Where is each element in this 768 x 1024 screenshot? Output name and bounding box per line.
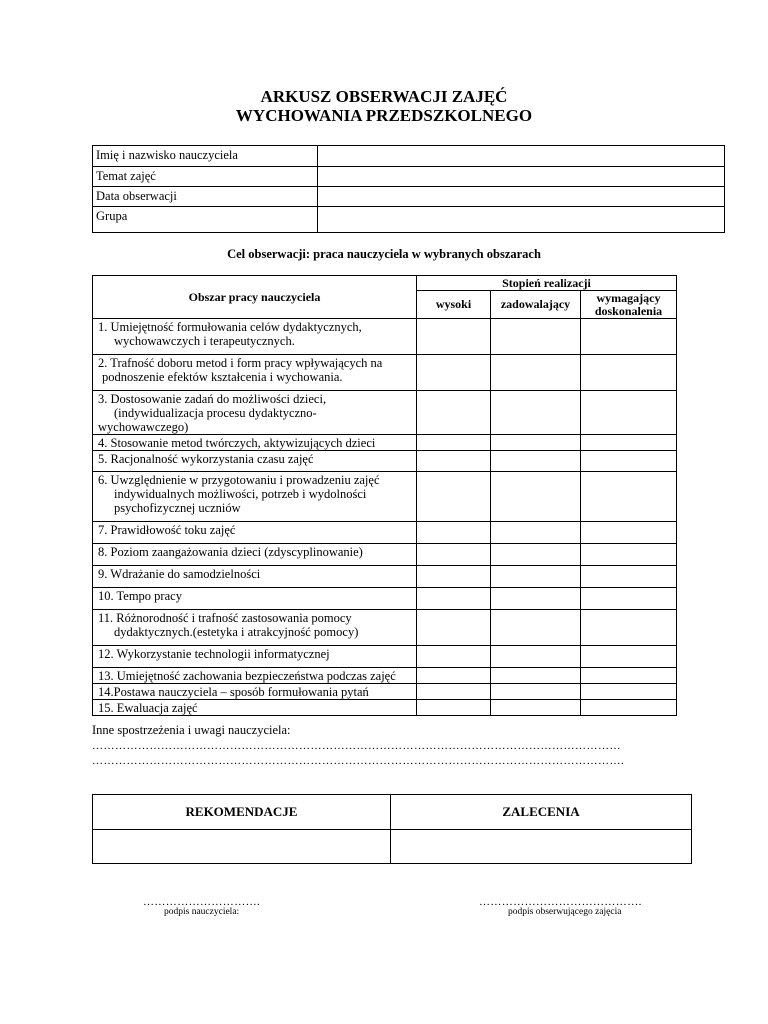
observation-criterion xyxy=(93,522,417,544)
rating-cell-satisfactory[interactable] xyxy=(491,435,581,451)
observation-row xyxy=(93,646,677,668)
observer-signature-line[interactable]: ……………………………………. xyxy=(479,896,642,908)
rating-cell-high[interactable] xyxy=(417,544,491,566)
observation-criterion xyxy=(93,544,417,566)
criterion-text-line-1: 13. Umiejętność zachowania bezpieczeństwa podczas zajęć xyxy=(98,669,396,683)
observation-row xyxy=(93,319,677,355)
criterion-text-line-2: podnoszenie efektów kształcenia i wychowania. xyxy=(102,370,343,384)
rating-cell-satisfactory[interactable] xyxy=(491,472,581,522)
document-title-line-2: WYCHOWANIA PRZEDSZKOLNEGO xyxy=(235,106,533,125)
recommendations-body-row xyxy=(93,830,692,864)
observation-row xyxy=(93,391,677,435)
group-field[interactable] xyxy=(318,207,725,233)
rating-cell-needs-improvement[interactable] xyxy=(581,472,677,522)
rating-cell-high[interactable] xyxy=(417,566,491,588)
rating-cell-high[interactable] xyxy=(417,391,491,435)
rating-cell-satisfactory[interactable] xyxy=(491,646,581,668)
document-title-line-1: ARKUSZ OBSERWACJI ZAJĘĆ xyxy=(260,87,508,106)
level-header-satisfactory: zadowalający xyxy=(491,291,581,319)
rating-cell-satisfactory[interactable] xyxy=(491,588,581,610)
criterion-text-line-1: 15. Ewaluacja zajęć xyxy=(98,701,198,715)
rating-cell-high[interactable] xyxy=(417,684,491,700)
rating-cell-needs-improvement[interactable] xyxy=(581,319,677,355)
observation-criterion xyxy=(93,391,417,435)
rating-cell-satisfactory[interactable] xyxy=(491,668,581,684)
recommendations-table xyxy=(92,794,692,864)
criterion-text-line-1: 8. Poziom zaangażowania dzieci (zdyscyplinowanie) xyxy=(98,545,363,559)
rating-cell-satisfactory[interactable] xyxy=(491,610,581,646)
rating-cell-high[interactable] xyxy=(417,668,491,684)
rating-cell-needs-improvement[interactable] xyxy=(581,355,677,391)
info-label: Imię i nazwisko nauczyciela xyxy=(93,146,318,167)
criterion-text-line-3: wychowawczego) xyxy=(98,420,189,434)
rating-cell-needs-improvement[interactable] xyxy=(581,391,677,435)
rating-cell-high[interactable] xyxy=(417,451,491,472)
rating-cell-needs-improvement[interactable] xyxy=(581,668,677,684)
rating-cell-needs-improvement[interactable] xyxy=(581,684,677,700)
remarks-line-2[interactable]: …………………………………………………………………………………………………………………………. xyxy=(92,755,625,767)
date-field[interactable] xyxy=(318,187,725,207)
teacher-name-field[interactable] xyxy=(318,146,725,167)
info-label: Temat zajęć xyxy=(93,167,318,187)
rating-cell-needs-improvement[interactable] xyxy=(581,451,677,472)
remarks-line-1[interactable]: ………………………………………………………………………………………………………………………… xyxy=(92,740,621,752)
rating-cell-satisfactory[interactable] xyxy=(491,566,581,588)
rating-cell-high[interactable] xyxy=(417,435,491,451)
rating-cell-needs-improvement[interactable] xyxy=(581,566,677,588)
rating-cell-high[interactable] xyxy=(417,588,491,610)
instructions-field[interactable] xyxy=(391,830,692,864)
observation-criterion xyxy=(93,700,417,716)
recommendations-header: REKOMENDACJE xyxy=(93,795,391,830)
info-row-group xyxy=(93,207,725,233)
criterion-text-line-1: 7. Prawidłowość toku zajęć xyxy=(98,523,236,537)
criterion-text-line-3: psychofizycznej uczniów xyxy=(114,501,241,515)
observation-criterion xyxy=(93,566,417,588)
criterion-text-line-1: 5. Racjonalność wykorzystania czasu zajęć xyxy=(98,452,314,466)
criterion-text-line-1: 11. Różnorodność i trafność zastosowania pomocy xyxy=(98,611,352,625)
teacher-signature-line[interactable]: …………………………. xyxy=(143,896,261,908)
rating-cell-satisfactory[interactable] xyxy=(491,391,581,435)
rating-cell-high[interactable] xyxy=(417,355,491,391)
remarks-label: Inne spostrzeżenia i uwagi nauczyciela: xyxy=(92,723,291,737)
rating-cell-high[interactable] xyxy=(417,610,491,646)
criterion-text-line-1: 6. Uwzględnienie w przygotowaniu i prowadzeniu zajęć xyxy=(98,473,380,487)
criterion-text-line-1: 3. Dostosowanie zadań do możliwości dzieci, xyxy=(98,392,327,406)
observation-criterion xyxy=(93,646,417,668)
observation-criterion xyxy=(93,355,417,391)
info-row-topic xyxy=(93,167,725,187)
rating-cell-satisfactory[interactable] xyxy=(491,319,581,355)
observation-criterion xyxy=(93,451,417,472)
rating-cell-satisfactory[interactable] xyxy=(491,451,581,472)
observation-criterion xyxy=(93,588,417,610)
criterion-text-line-2: (indywidualizacja procesu dydaktyczno- xyxy=(114,406,317,420)
criterion-text-line-1: 2. Trafność doboru metod i form pracy wpływających na xyxy=(98,356,383,370)
criterion-text-line-2: wychowawczych i terapeutycznych. xyxy=(114,334,295,348)
observation-row xyxy=(93,684,677,700)
criterion-text-line-1: 14.Postawa nauczyciela – sposób formułowania pytań xyxy=(98,685,369,699)
observation-row xyxy=(93,522,677,544)
info-row-date xyxy=(93,187,725,207)
criterion-text-line-2: dydaktycznych.(estetyka i atrakcyjność pomocy) xyxy=(114,625,359,639)
rating-cell-needs-improvement[interactable] xyxy=(581,588,677,610)
observation-row xyxy=(93,451,677,472)
criterion-text-line-1: 9. Wdrażanie do samodzielności xyxy=(98,567,261,581)
criterion-text-line-1: 10. Tempo pracy xyxy=(98,589,182,603)
info-label: Grupa xyxy=(93,207,318,233)
criterion-text-line-1: 4. Stosowanie metod twórczych, aktywizujących dzieci xyxy=(98,436,376,450)
observation-criterion xyxy=(93,684,417,700)
rating-cell-needs-improvement[interactable] xyxy=(581,544,677,566)
observation-row xyxy=(93,472,677,522)
observation-row xyxy=(93,566,677,588)
info-label: Data obserwacji xyxy=(93,187,318,207)
teacher-info-table xyxy=(92,145,725,233)
observation-header-row-1 xyxy=(93,276,677,291)
criterion-text-line-1: 12. Wykorzystanie technologii informatycznej xyxy=(98,647,330,661)
observation-row xyxy=(93,544,677,566)
rating-cell-needs-improvement[interactable] xyxy=(581,435,677,451)
level-header-needs-improvement: wymagający doskonalenia xyxy=(581,291,677,319)
rating-cell-high[interactable] xyxy=(417,700,491,716)
rating-cell-satisfactory[interactable] xyxy=(491,355,581,391)
rating-cell-high[interactable] xyxy=(417,319,491,355)
rating-cell-needs-improvement[interactable] xyxy=(581,522,677,544)
observation-row xyxy=(93,668,677,684)
rating-cell-satisfactory[interactable] xyxy=(491,544,581,566)
criterion-text-line-2: indywidualnych możliwości, potrzeb i wydolności xyxy=(114,487,367,501)
observation-goal: Cel obserwacji: praca nauczyciela w wybranych obszarach xyxy=(227,247,541,261)
observation-criterion xyxy=(93,610,417,646)
recommendations-field[interactable] xyxy=(93,830,391,864)
observation-criterion xyxy=(93,435,417,451)
observation-table xyxy=(92,275,677,716)
criterion-text-line-1: 1. Umiejętność formułowania celów dydaktycznych, xyxy=(98,320,362,334)
instructions-header: ZALECENIA xyxy=(391,795,692,830)
observation-row xyxy=(93,435,677,451)
observation-criterion xyxy=(93,668,417,684)
rating-cell-satisfactory[interactable] xyxy=(491,700,581,716)
recommendations-header-row xyxy=(93,795,692,830)
degree-header: Stopień realizacji xyxy=(417,276,677,291)
topic-field[interactable] xyxy=(318,167,725,187)
teacher-signature-label: podpis nauczyciela: xyxy=(164,907,240,917)
area-header: Obszar pracy nauczyciela xyxy=(93,276,417,319)
observation-criterion xyxy=(93,472,417,522)
info-row-teacher-name xyxy=(93,146,725,167)
observation-criterion xyxy=(93,319,417,355)
level-header-high: wysoki xyxy=(417,291,491,319)
rating-cell-needs-improvement[interactable] xyxy=(581,646,677,668)
observation-row xyxy=(93,588,677,610)
rating-cell-high[interactable] xyxy=(417,522,491,544)
rating-cell-satisfactory[interactable] xyxy=(491,684,581,700)
observation-row xyxy=(93,700,677,716)
rating-cell-needs-improvement[interactable] xyxy=(581,610,677,646)
observation-row xyxy=(93,610,677,646)
observer-signature-label: podpis obserwującego zajęcia xyxy=(508,907,622,917)
observation-row xyxy=(93,355,677,391)
rating-cell-satisfactory[interactable] xyxy=(491,522,581,544)
rating-cell-needs-improvement[interactable] xyxy=(581,700,677,716)
rating-cell-high[interactable] xyxy=(417,472,491,522)
rating-cell-high[interactable] xyxy=(417,646,491,668)
